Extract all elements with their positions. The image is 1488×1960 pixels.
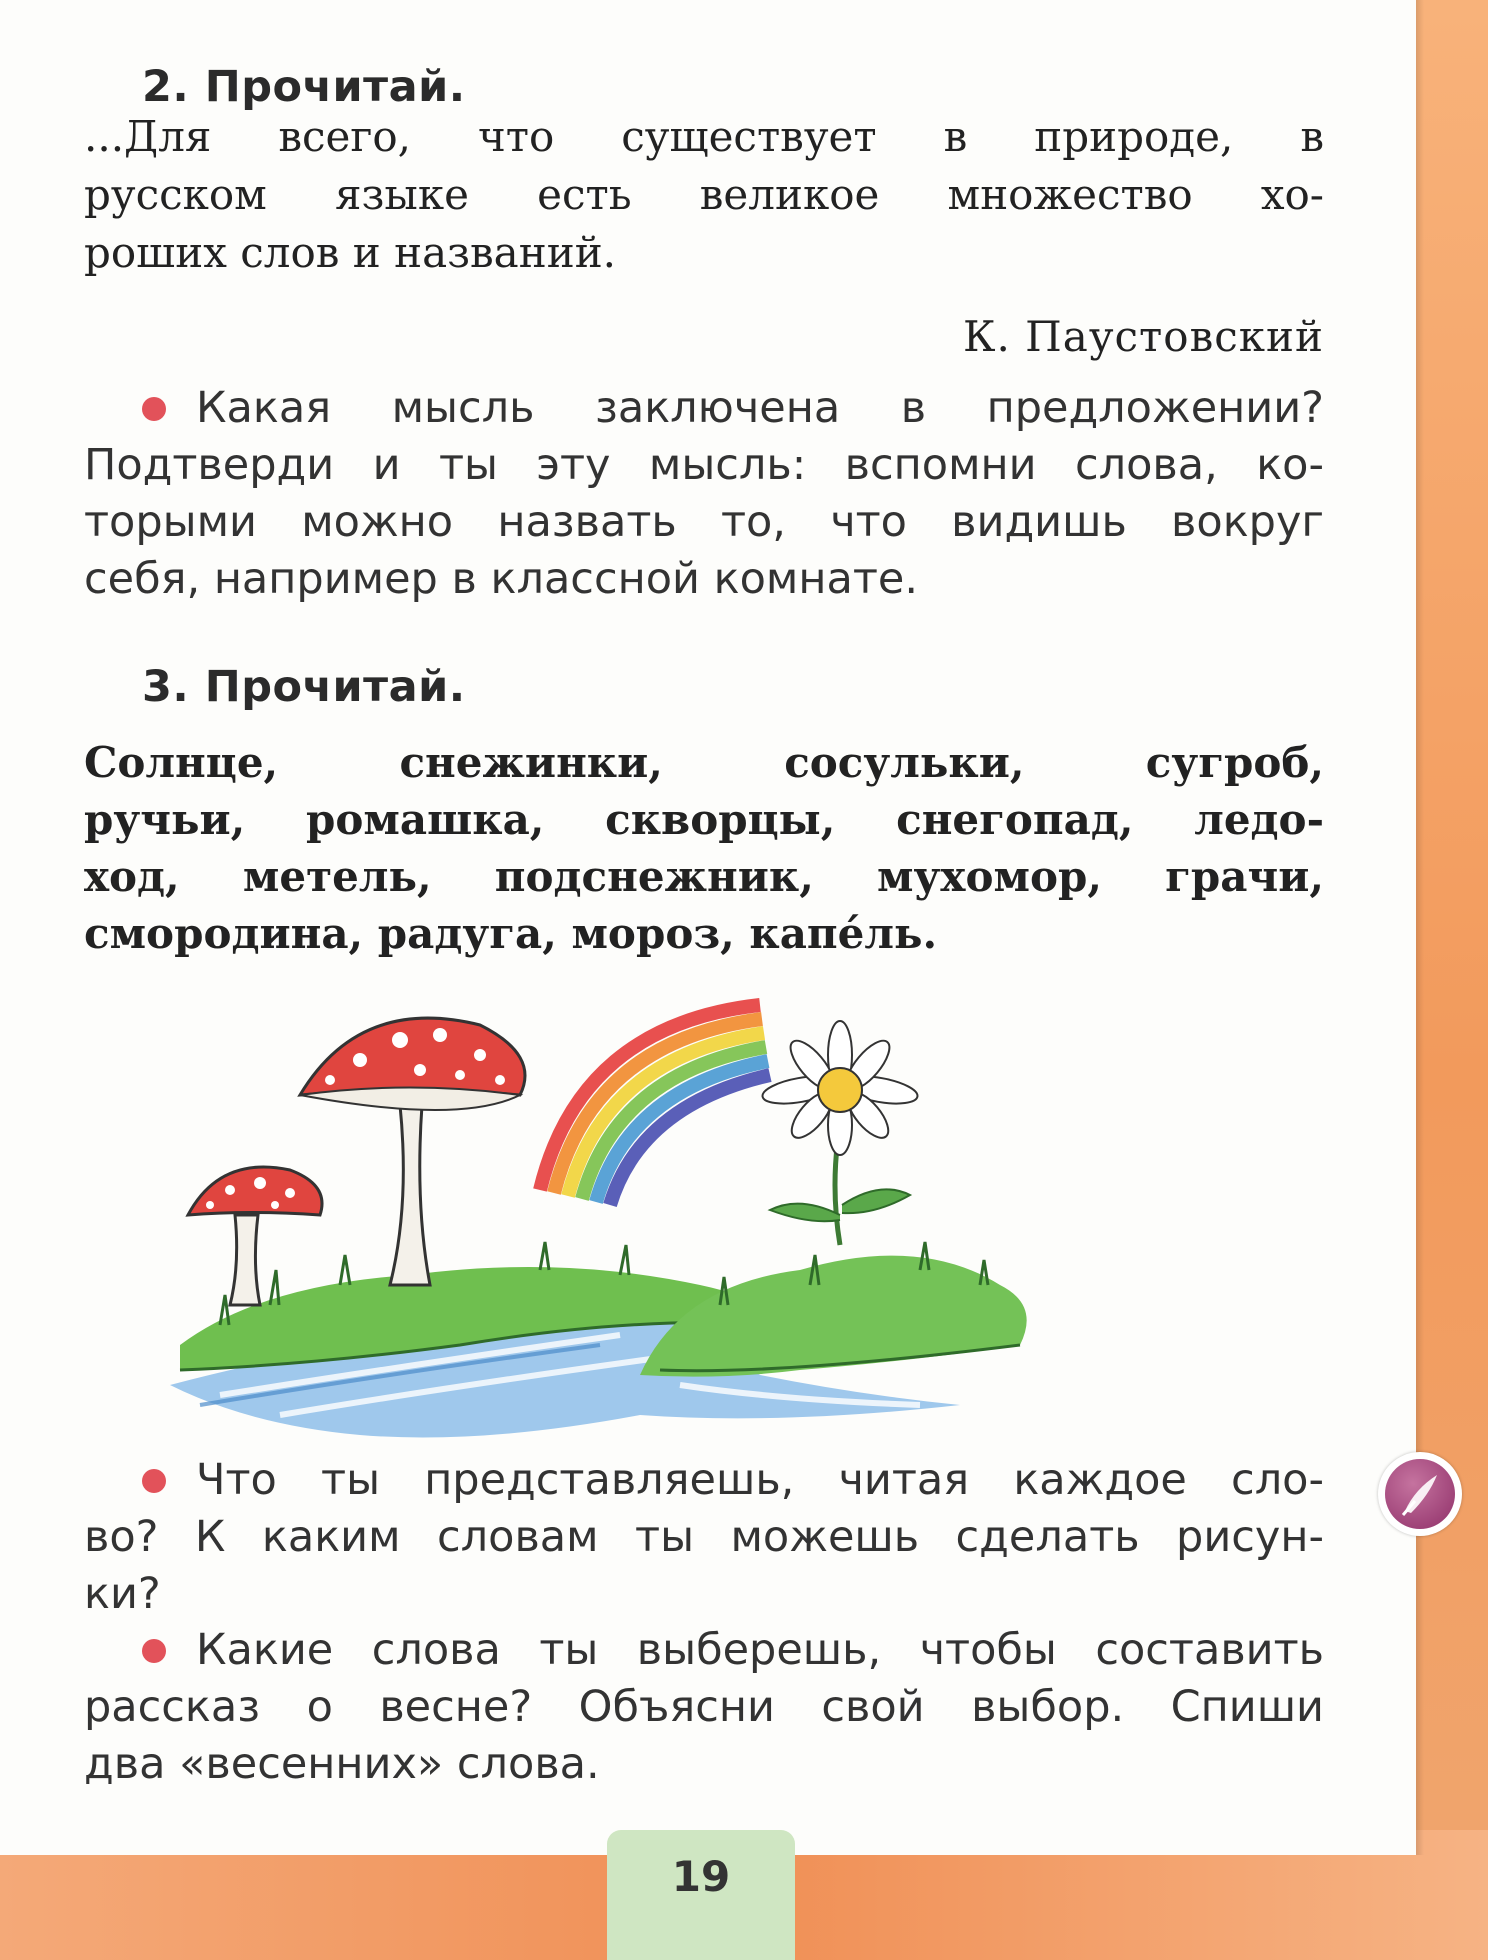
exercise-3-heading: 3. Прочитай. [142,662,466,712]
exercise-3-question-1 [84,1452,1324,1623]
page-number: 19 [671,1852,731,1901]
exercise-3-word-list [84,734,1324,962]
question-line: Подтверди и ты эту мысль: вспомни слова, ко- [84,440,1324,490]
word-line: Солнце, снежинки, сосульки, сугроб, [84,738,1324,787]
word-line: ручьи, ромашка, скворцы, снегопад, ледо- [84,795,1324,844]
question-line: два «весенних» слова. [84,1739,600,1789]
bullet-icon [142,1639,166,1663]
quote-author: К. Паустовский [962,312,1324,361]
exercise-2-heading: 2. Прочитай. [142,62,466,112]
small-mushroom-icon [188,1167,322,1305]
question-line: рассказ о весне? Объясни свой выбор. Спиши [84,1682,1324,1732]
fly-agaric-mushroom-icon [300,1018,525,1285]
rainbow-icon [540,1005,770,1205]
question-line: ки? [84,1569,161,1619]
bullet-icon [142,397,166,421]
word-line: ход, метель, подснежник, мухомор, грачи, [84,852,1324,901]
bullet-icon [142,1469,166,1493]
quote-line: русском языке есть великое множество хо- [84,170,1324,219]
question-line: Какая мысль заключена в предложении? [196,383,1324,433]
exercise-2-question [84,380,1324,608]
exercise-2-quote [84,108,1324,282]
word-line: смородина, радуга, мороз, капе́ль. [84,909,938,958]
quote-line: ...Для всего, что существует в природе, в [84,112,1324,161]
chamomile-icon [760,1021,919,1245]
question-line: себя, например в классной комнате. [84,554,918,604]
exercise-3-question-2 [84,1622,1324,1793]
question-line: во? К каким словам ты можешь сделать рисун- [84,1512,1324,1562]
page-edge-shadow [1416,0,1424,1855]
pen-writing-icon [1378,1452,1462,1536]
question-line: Какие слова ты выберешь, чтобы составить [196,1625,1324,1675]
question-line: торыми можно назвать то, что видишь вокруг [84,497,1324,547]
quote-line: роших слов и названий. [84,228,617,277]
page-number-tab [607,1830,795,1960]
grass-island-right [640,1242,1027,1377]
spring-illustration [160,985,1260,1455]
question-line: Что ты представляешь, читая каждое сло- [196,1455,1324,1505]
